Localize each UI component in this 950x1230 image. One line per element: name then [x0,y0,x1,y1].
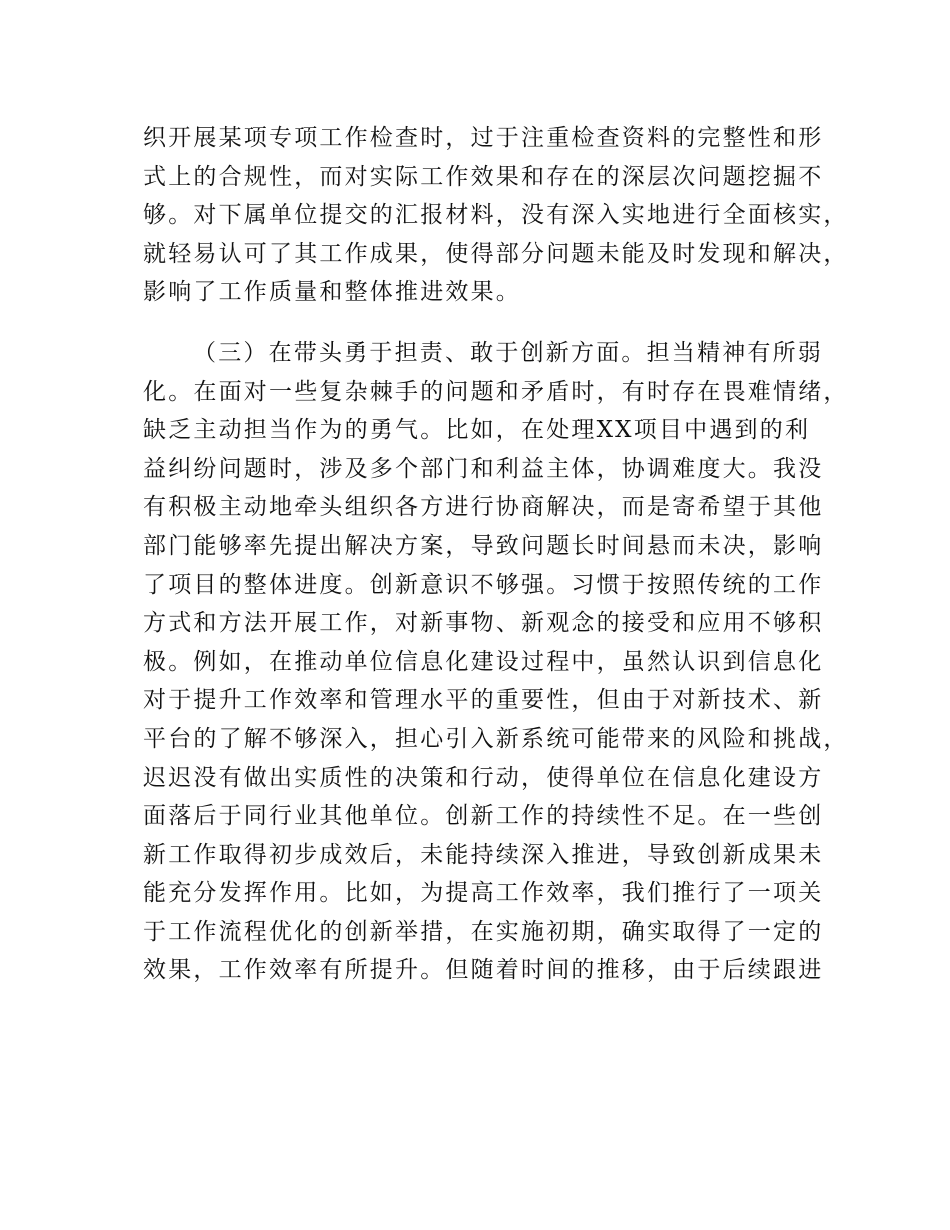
paragraph-spacer [143,312,813,334]
text-line: 于工作流程优化的创新举措，在实施初期，确实取得了一定的 [143,918,824,945]
text-line: 部门能够率先提出解决方案，导致问题长时间悬而未决，影响 [143,532,824,559]
text-line: 迟迟没有做出实质性的决策和行动，使得单位在信息化建设方 [143,764,824,791]
text-line: 有积极主动地牵头组织各方进行协商解决，而是寄希望于其他 [143,494,824,521]
text-line: 就轻易认可了其工作成果，使得部分问题未能及时发现和解决， [143,240,849,267]
text-line: 够。对下属单位提交的汇报材料，没有深入实地进行全面核实， [143,202,849,229]
paragraph-2 [143,334,849,990]
text-line: 式上的合规性，而对实际工作效果和存在的深层次问题挖掘不 [143,163,824,190]
text-line: 对于提升工作效率和管理水平的重要性，但由于对新技术、新 [143,687,824,714]
paragraph-1 [143,119,849,312]
text-line: 新工作取得初步成效后，未能持续深入推进，导致创新成果未 [143,841,824,868]
text-line: 织开展某项专项工作检查时，过于注重检查资料的完整性和形 [143,125,824,151]
text-line: 影响了工作质量和整体推进效果。 [143,279,521,306]
text-line: 化。在面对一些复杂棘手的问题和矛盾时，有时存在畏难情绪， [143,378,849,405]
text-line: 极。例如，在推动单位信息化建设过程中，虽然认识到信息化 [143,648,824,675]
text-line: 缺乏主动担当作为的勇气。比如，在处理XX项目中遇到的利 [143,417,811,444]
text-line: 效果，工作效率有所提升。但随着时间的推移，由于后续跟进 [143,957,824,984]
text-line: 面落后于同行业其他单位。创新工作的持续性不足。在一些创 [143,803,824,830]
text-line-indented: （三）在带头勇于担责、敢于创新方面。担当精神有所弱 [193,339,823,366]
text-line: 了项目的整体进度。创新意识不够强。习惯于按照传统的工作 [143,571,824,598]
text-line: 平台的了解不够深入，担心引入新系统可能带来的风险和挑战， [143,725,849,752]
document-body [143,119,849,990]
text-line: 方式和方法开展工作，对新事物、新观念的接受和应用不够积 [143,610,824,637]
text-line: 益纠纷问题时，涉及多个部门和利益主体，协调难度大。我没 [143,455,824,482]
text-line: 能充分发挥作用。比如，为提高工作效率，我们推行了一项关 [143,880,824,907]
